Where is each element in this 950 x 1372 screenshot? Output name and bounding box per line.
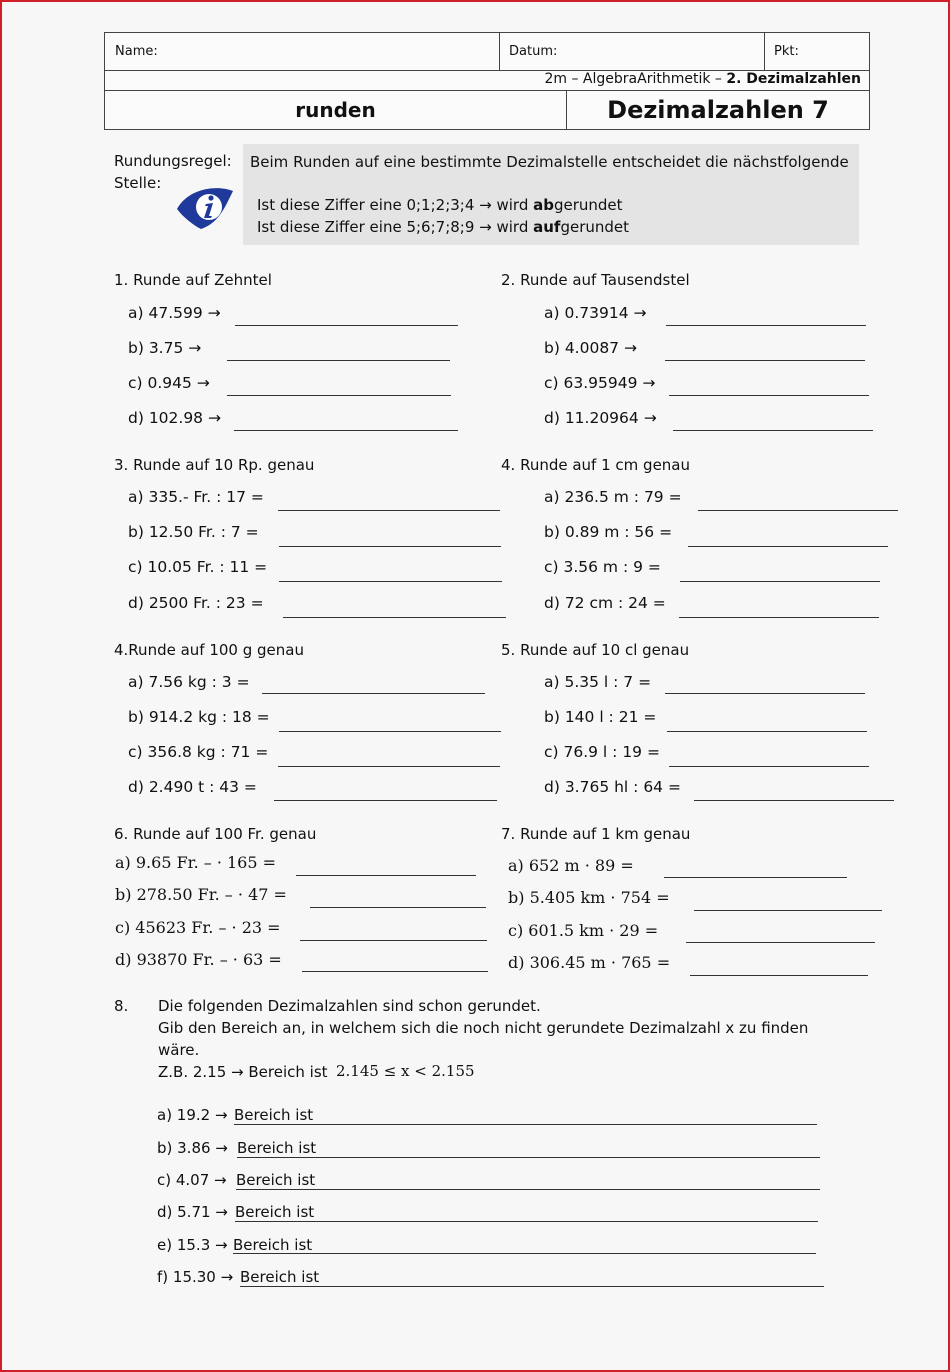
exercise-5c: c) 356.8 kg : 71 = — [128, 743, 269, 761]
answer-line[interactable] — [302, 971, 488, 972]
task-8-example-formula: 2.145 ≤ x < 2.155 — [336, 1062, 475, 1080]
info-icon — [175, 183, 235, 233]
answer-line[interactable] — [296, 875, 476, 876]
exercise-6c: c) 76.9 l : 19 = — [544, 743, 660, 761]
exercise-5a: a) 7.56 kg : 3 = — [128, 673, 250, 691]
exercise-1d: d) 102.98 → — [128, 409, 221, 427]
answer-line[interactable] — [227, 395, 451, 396]
answer-line[interactable] — [262, 693, 485, 694]
exercise-7c: c) 45623 Fr. – · 23 = — [115, 918, 281, 937]
task-8-number: 8. — [114, 997, 129, 1015]
answer-line[interactable] — [665, 360, 865, 361]
rule-text: Beim Runden auf eine bestimmte Dezimalstelle entscheidet die nächstfolgende — [250, 153, 849, 171]
task-8-example: Z.B. 2.15 → Bereich ist — [158, 1063, 328, 1081]
points-label: Pkt: — [774, 44, 799, 59]
answer-line[interactable] — [279, 731, 501, 732]
range-c-label: Bereich ist — [236, 1171, 316, 1189]
range-b-label: Bereich ist — [237, 1139, 317, 1157]
worksheet-header — [104, 32, 870, 130]
answer-line[interactable] — [278, 766, 500, 767]
rule-label: Rundungsregel: — [114, 152, 232, 170]
answer-line[interactable] — [279, 581, 502, 582]
answer-line[interactable] — [240, 1286, 824, 1287]
answer-line[interactable] — [673, 430, 873, 431]
section-8-title: 7. Runde auf 1 km genau — [501, 825, 691, 843]
exercise-4c: c) 3.56 m : 9 = — [544, 558, 661, 576]
range-a-label: Bereich ist — [234, 1106, 314, 1124]
range-e: e) 15.3 → — [157, 1236, 228, 1254]
range-c: c) 4.07 → — [157, 1171, 227, 1189]
exercise-5d: d) 2.490 t : 43 = — [128, 778, 257, 796]
range-a: a) 19.2 → — [157, 1106, 228, 1124]
answer-line[interactable] — [235, 1221, 818, 1222]
date-label: Datum: — [509, 44, 558, 59]
exercise-3a: a) 335.- Fr. : 17 = — [128, 488, 264, 506]
answer-line[interactable] — [666, 325, 866, 326]
range-f-label: Bereich ist — [240, 1268, 320, 1286]
answer-line[interactable] — [665, 693, 865, 694]
answer-line[interactable] — [278, 510, 500, 511]
exercise-2a: a) 0.73914 → — [544, 304, 647, 322]
answer-line[interactable] — [234, 430, 458, 431]
answer-line[interactable] — [669, 766, 869, 767]
answer-line[interactable] — [236, 1189, 820, 1190]
section-7-title: 6. Runde auf 100 Fr. genau — [114, 825, 317, 843]
exercise-8c: c) 601.5 km · 29 = — [508, 921, 659, 940]
answer-line[interactable] — [694, 800, 894, 801]
rule-label-2: Stelle: — [114, 174, 162, 192]
answer-line[interactable] — [227, 360, 450, 361]
exercise-1c: c) 0.945 → — [128, 374, 210, 392]
exercise-8a: a) 652 m · 89 = — [508, 856, 634, 875]
exercise-7d: d) 93870 Fr. – · 63 = — [115, 950, 282, 969]
rule-line-down: Ist diese Ziffer eine 0;1;2;3;4 → wird abgerundet — [257, 196, 623, 214]
section-2-title: 2. Runde auf Tausendstel — [501, 271, 690, 289]
exercise-6a: a) 5.35 l : 7 = — [544, 673, 652, 691]
range-f: f) 15.30 → — [157, 1268, 234, 1286]
exercise-8d: d) 306.45 m · 765 = — [508, 953, 671, 972]
exercise-1a: a) 47.599 → — [128, 304, 221, 322]
topic-title: runden — [295, 98, 376, 122]
rule-line-up: Ist diese Ziffer eine 5;6;7;8;9 → wird aufgerundet — [257, 218, 630, 236]
exercise-7a: a) 9.65 Fr. – · 165 = — [115, 853, 277, 872]
answer-line[interactable] — [235, 325, 458, 326]
answer-line[interactable] — [686, 942, 875, 943]
exercise-3b: b) 12.50 Fr. : 7 = — [128, 523, 259, 541]
exercise-4d: d) 72 cm : 24 = — [544, 594, 666, 612]
exercise-2d: d) 11.20964 → — [544, 409, 657, 427]
range-b: b) 3.86 → — [157, 1139, 228, 1157]
answer-line[interactable] — [283, 617, 506, 618]
course-label: 2m – AlgebraArithmetik – 2. Dezimalzahlen — [544, 71, 861, 87]
exercise-2b: b) 4.0087 → — [544, 339, 637, 357]
exercise-6d: d) 3.765 hl : 64 = — [544, 778, 681, 796]
range-d-label: Bereich ist — [235, 1203, 315, 1221]
exercise-8b: b) 5.405 km · 754 = — [508, 888, 670, 907]
section-1-title: 1. Runde auf Zehntel — [114, 271, 272, 289]
exercise-1b: b) 3.75 → — [128, 339, 202, 357]
exercise-7b: b) 278.50 Fr. – · 47 = — [115, 885, 287, 904]
answer-line[interactable] — [690, 975, 868, 976]
exercise-4b: b) 0.89 m : 56 = — [544, 523, 673, 541]
answer-line[interactable] — [698, 510, 898, 511]
exercise-3c: c) 10.05 Fr. : 11 = — [128, 558, 268, 576]
answer-line[interactable] — [274, 800, 497, 801]
range-d: d) 5.71 → — [157, 1203, 228, 1221]
rule-box — [243, 144, 859, 245]
exercise-2c: c) 63.95949 → — [544, 374, 656, 392]
exercise-6b: b) 140 l : 21 = — [544, 708, 657, 726]
header-row-course — [105, 70, 869, 91]
name-label: Name: — [115, 44, 158, 59]
answer-line[interactable] — [233, 1253, 816, 1254]
answer-line[interactable] — [300, 940, 487, 941]
answer-line[interactable] — [664, 877, 847, 878]
task-8-line-3: wäre. — [158, 1041, 200, 1059]
answer-line[interactable] — [680, 581, 880, 582]
exercise-5b: b) 914.2 kg : 18 = — [128, 708, 270, 726]
section-6-title: 5. Runde auf 10 cl genau — [501, 641, 690, 659]
range-e-label: Bereich ist — [233, 1236, 313, 1254]
section-5-title: 4.Runde auf 100 g genau — [114, 641, 304, 659]
task-8-line-2: Gib den Bereich an, in welchem sich die noch nicht gerundete Dezimalzahl x zu finden — [158, 1019, 809, 1037]
section-3-title: 3. Runde auf 10 Rp. genau — [114, 456, 315, 474]
answer-line[interactable] — [234, 1124, 817, 1125]
answer-line[interactable] — [688, 546, 888, 547]
header-row-name — [105, 33, 869, 71]
answer-line[interactable] — [237, 1157, 820, 1158]
answer-line[interactable] — [669, 395, 869, 396]
exercise-3d: d) 2500 Fr. : 23 = — [128, 594, 264, 612]
task-8-line-1: Die folgenden Dezimalzahlen sind schon gerundet. — [158, 997, 541, 1015]
answer-line[interactable] — [694, 910, 882, 911]
exercise-4a: a) 236.5 m : 79 = — [544, 488, 682, 506]
answer-line[interactable] — [667, 731, 867, 732]
answer-line[interactable] — [279, 546, 501, 547]
sheet-title: Dezimalzahlen 7 — [607, 96, 829, 124]
answer-line[interactable] — [679, 617, 879, 618]
answer-line[interactable] — [310, 907, 486, 908]
section-4-title: 4. Runde auf 1 cm genau — [501, 456, 691, 474]
header-row-title — [105, 91, 869, 129]
